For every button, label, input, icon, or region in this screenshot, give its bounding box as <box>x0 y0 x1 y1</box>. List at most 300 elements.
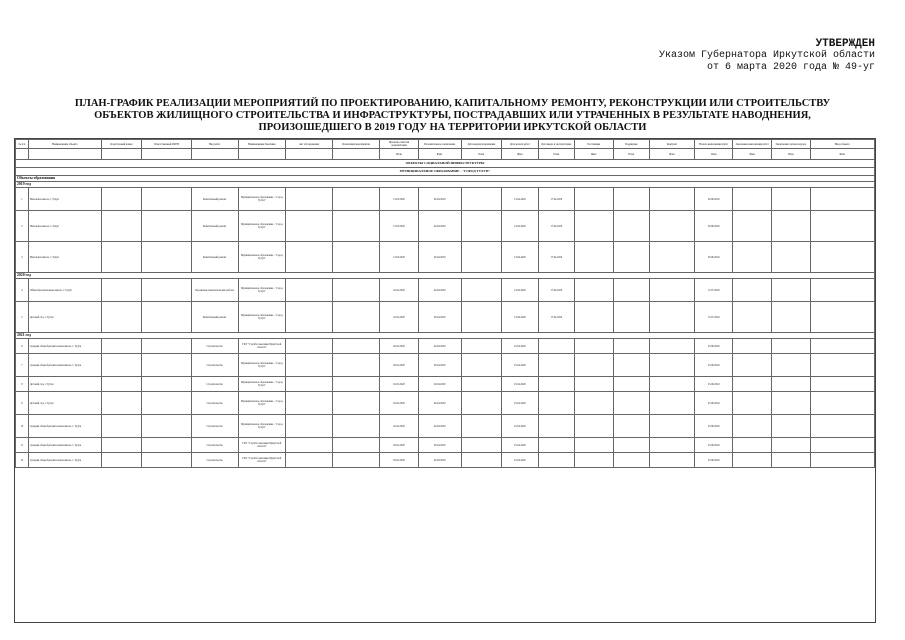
empty-cell <box>142 339 191 354</box>
date-cell: 01.02.2020 <box>380 377 419 392</box>
empty-cell <box>613 242 649 273</box>
date-cell: 13.04.2020 <box>502 242 538 273</box>
empty-cell <box>575 211 614 242</box>
date-cell: 13.03.2020 <box>380 188 419 211</box>
date-cell: 20.04.2020 <box>418 438 461 453</box>
header-cell: Дата начала работ <box>502 140 538 149</box>
row-number: 4 <box>16 279 29 302</box>
empty-cell <box>575 354 614 377</box>
subheader-cell: План <box>694 149 733 160</box>
empty-cell <box>461 302 502 333</box>
table-row <box>16 339 875 354</box>
date-cell: 25.04.2020 <box>502 377 538 392</box>
empty-cell <box>733 453 772 468</box>
header-cell: Ответственный ИОГВ <box>142 140 191 149</box>
empty-cell <box>772 392 811 415</box>
empty-cell <box>333 453 380 468</box>
empty-cell <box>285 302 332 333</box>
empty-cell <box>575 438 614 453</box>
empty-cell <box>461 415 502 438</box>
subheader-cell: Факт <box>733 149 772 160</box>
empty-cell <box>101 279 142 302</box>
work-kind: Капитальный ремонт <box>191 188 238 211</box>
empty-cell <box>461 438 502 453</box>
empty-cell <box>772 302 811 333</box>
empty-cell <box>613 392 649 415</box>
empty-cell <box>142 377 191 392</box>
subheader-cell: План <box>380 149 419 160</box>
empty-cell <box>285 453 332 468</box>
object-name: Средняя общеобразовательная школа, г. Тулун <box>28 438 101 453</box>
empty-cell <box>333 211 380 242</box>
empty-cell <box>333 354 380 377</box>
empty-cell <box>733 377 772 392</box>
empty-cell <box>733 339 772 354</box>
empty-cell <box>810 415 874 438</box>
empty-cell <box>575 377 614 392</box>
empty-cell <box>285 339 332 354</box>
empty-cell <box>461 279 502 302</box>
empty-cell <box>101 453 142 468</box>
empty-cell <box>285 438 332 453</box>
date-cell: 02.02.2020 <box>380 339 419 354</box>
empty-cell <box>101 188 142 211</box>
empty-cell <box>649 339 694 354</box>
empty-cell <box>285 242 332 273</box>
empty-cell <box>142 438 191 453</box>
empty-cell <box>810 279 874 302</box>
date-cell: 20.04.2020 <box>418 339 461 354</box>
object-name: Начальная школа, г. Тулун <box>28 188 101 211</box>
date-cell <box>538 392 574 415</box>
empty-cell <box>101 339 142 354</box>
approval-line-2: Указом Губернатора Иркутской области <box>658 50 875 61</box>
year-title: 2021 год <box>16 333 875 339</box>
empty-cell <box>142 302 191 333</box>
header-cell: Поставщик <box>575 140 614 149</box>
date-cell: 13.04.2020 <box>502 211 538 242</box>
empty-cell <box>142 188 191 211</box>
date-cell: 30.06.2020 <box>694 242 733 273</box>
empty-cell <box>649 354 694 377</box>
customer-name: ГКУ "Служба заказчика Иркутской области" <box>238 339 285 354</box>
empty-cell <box>649 453 694 468</box>
header-cell: Вид работ <box>191 140 238 149</box>
date-cell: 13.04.2020 <box>502 279 538 302</box>
empty-cell <box>333 377 380 392</box>
date-cell <box>538 339 574 354</box>
empty-cell <box>649 211 694 242</box>
empty-cell <box>772 354 811 377</box>
empty-cell <box>733 438 772 453</box>
customer-name: Муниципальное образование - "город Тулун" <box>238 279 285 302</box>
empty-cell <box>613 188 649 211</box>
empty-cell <box>142 242 191 273</box>
work-kind: Капитальный ремонт <box>191 242 238 273</box>
customer-name: ГКУ "Служба заказчика Иркутской области" <box>238 453 285 468</box>
work-kind: Строительство <box>191 392 238 415</box>
date-cell: 17.04.2020 <box>538 279 574 302</box>
object-name: Средняя общеобразовательная школа, г. Тулун <box>28 354 101 377</box>
header-cell: Окончание выполнения работ <box>733 140 772 149</box>
empty-cell <box>733 242 772 273</box>
empty-cell <box>613 211 649 242</box>
row-number: 6 <box>16 339 29 354</box>
customer-name: Муниципальное образование - "город Тулун" <box>238 392 285 415</box>
empty-cell <box>142 453 191 468</box>
date-cell: 20.04.2020 <box>418 279 461 302</box>
empty-cell <box>285 377 332 392</box>
row-number: 3 <box>16 242 29 273</box>
row-number: 7 <box>16 354 29 377</box>
object-name: Средняя общеобразовательная школа, г. Тулун <box>28 339 101 354</box>
empty-cell <box>461 392 502 415</box>
date-cell: 20.04.2020 <box>418 242 461 273</box>
header-cell: № п/п <box>16 140 29 149</box>
row-number: 11 <box>16 438 29 453</box>
date-cell: 25.04.2020 <box>502 415 538 438</box>
date-cell: 25.06.2020 <box>694 354 733 377</box>
date-cell: 01.02.2020 <box>380 392 419 415</box>
empty-cell <box>772 279 811 302</box>
object-name: Детский сад, г. Тулун <box>28 302 101 333</box>
year-title: 2019 год <box>16 182 875 188</box>
approval-line-3: от 6 марта 2020 года № 49-уг <box>706 62 875 73</box>
header-cell: Реализация мероприятия <box>333 140 380 149</box>
subheader-cell: План <box>772 149 811 160</box>
row-number: 8 <box>16 377 29 392</box>
empty-cell <box>101 438 142 453</box>
empty-cell <box>649 377 694 392</box>
date-cell: 30.06.2020 <box>694 211 733 242</box>
object-name: Средняя общеобразовательная школа, г. Тулун <box>28 453 101 468</box>
empty-cell <box>461 339 502 354</box>
work-kind: Капитальный ремонт <box>191 211 238 242</box>
empty-cell <box>613 453 649 468</box>
table-row <box>16 354 875 377</box>
municipality-row <box>16 168 875 176</box>
empty-cell <box>810 453 874 468</box>
empty-cell <box>333 438 380 453</box>
table-row <box>16 438 875 453</box>
date-cell: 25.06.2020 <box>694 438 733 453</box>
header-cell: Заключение органа надзора <box>772 140 811 149</box>
customer-name: Муниципальное образование - "город Тулун" <box>238 211 285 242</box>
empty-cell <box>575 392 614 415</box>
empty-cell <box>575 302 614 333</box>
date-cell <box>538 438 574 453</box>
subheader-cell: Факт <box>810 149 874 160</box>
empty-cell <box>772 415 811 438</box>
empty-cell <box>575 453 614 468</box>
date-cell: 17.04.2020 <box>538 302 574 333</box>
empty-cell <box>101 354 142 377</box>
header-cell: Наименование объекта <box>28 140 101 149</box>
date-cell: 25.06.2020 <box>694 377 733 392</box>
date-cell: 13.04.2020 <box>502 302 538 333</box>
empty-cell <box>461 242 502 273</box>
municipality-title: МУНИЦИПАЛЬНОЕ ОБРАЗОВАНИЕ - "ГОРОД ТУЛУН" <box>16 168 875 176</box>
empty-cell <box>285 188 332 211</box>
work-kind: Строительство <box>191 339 238 354</box>
title-line-2: ОБЪЕКТОВ ЖИЛИЩНОГО СТРОИТЕЛЬСТВА И ИНФРАСТРУКТУРЫ, ПОСТРАДАВШИХ ИЛИ УТРАЧЕННЫХ В РЕЗУЛЬТАТЕ НАВОДНЕНИЯ, <box>94 110 811 121</box>
empty-cell <box>613 279 649 302</box>
empty-cell <box>613 339 649 354</box>
date-cell: 03.02.2020 <box>380 438 419 453</box>
subheader-cell: Факт <box>502 149 538 160</box>
date-cell <box>538 453 574 468</box>
customer-name: Муниципальное образование - "город Тулун" <box>238 242 285 273</box>
empty-cell <box>772 211 811 242</box>
empty-cell <box>772 188 811 211</box>
row-number: 12 <box>16 453 29 468</box>
empty-cell <box>649 242 694 273</box>
empty-cell <box>575 279 614 302</box>
subheader-cell: Факт <box>649 149 694 160</box>
header-cell: Кадастровый номер <box>101 140 142 149</box>
date-cell: 17.04.2020 <box>538 242 574 273</box>
date-cell: 10.02.2020 <box>380 302 419 333</box>
date-cell <box>538 354 574 377</box>
date-cell: 17.04.2020 <box>538 211 574 242</box>
date-cell: 20.04.2020 <box>418 211 461 242</box>
customer-name: Муниципальное образование - "город Тулун" <box>238 302 285 333</box>
empty-cell <box>733 188 772 211</box>
empty-cell <box>285 211 332 242</box>
work-kind: Капитальный ремонт <box>191 302 238 333</box>
subheader-cell: План <box>613 149 649 160</box>
empty-cell <box>649 302 694 333</box>
category-title: Объекты образования <box>16 176 875 182</box>
date-cell: 10.02.2020 <box>380 279 419 302</box>
table-row <box>16 279 875 302</box>
empty-cell <box>101 211 142 242</box>
row-number: 9 <box>16 392 29 415</box>
empty-cell <box>142 211 191 242</box>
date-cell: 15.07.2020 <box>694 302 733 333</box>
empty-cell <box>101 242 142 273</box>
subheader-cell: План <box>538 149 574 160</box>
header-cell: Дата ввода в эксплуатацию <box>538 140 574 149</box>
date-cell: 03.02.2020 <box>380 453 419 468</box>
empty-cell <box>810 211 874 242</box>
date-cell: 20.04.2020 <box>418 453 461 468</box>
empty-cell <box>733 302 772 333</box>
empty-cell <box>772 242 811 273</box>
date-cell: 02.02.2020 <box>380 354 419 377</box>
date-cell: 25.06.2020 <box>694 415 733 438</box>
empty-cell <box>613 377 649 392</box>
date-cell: 20.04.2020 <box>418 377 461 392</box>
table-row <box>16 453 875 468</box>
header-cell: Контракт <box>649 140 694 149</box>
empty-cell <box>333 339 380 354</box>
work-kind: Строительство <box>191 354 238 377</box>
object-name: Общеобразовательная школа, г. Тулун <box>28 279 101 302</box>
date-cell: 20.04.2020 <box>418 392 461 415</box>
row-number: 1 <box>16 188 29 211</box>
date-cell: 20.04.2020 <box>418 354 461 377</box>
date-cell: 25.06.2020 <box>694 453 733 468</box>
empty-cell <box>333 188 380 211</box>
empty-cell <box>733 211 772 242</box>
empty-cell <box>649 188 694 211</box>
date-cell: 20.04.2020 <box>418 415 461 438</box>
work-kind: Проектные изыскательские работы <box>191 279 238 302</box>
date-cell: 25.04.2020 <box>502 392 538 415</box>
empty-cell <box>333 415 380 438</box>
empty-cell <box>613 302 649 333</box>
date-cell: 13.03.2020 <box>380 211 419 242</box>
date-cell: 17.04.2020 <box>538 188 574 211</box>
document-title <box>55 98 850 134</box>
table-row <box>16 377 875 392</box>
empty-cell <box>772 339 811 354</box>
title-line-3: ПРОИЗОШЕДШЕГО В 2019 ГОДУ НА ТЕРРИТОРИИ ИРКУТСКОЙ ОБЛАСТИ <box>258 122 647 133</box>
empty-cell <box>142 354 191 377</box>
object-name: Средняя общеобразовательная школа, г. Тулун <box>28 415 101 438</box>
header-cell: Положительное заключение <box>418 140 461 149</box>
empty-cell <box>461 211 502 242</box>
header-cell: Подрядчик <box>613 140 649 149</box>
object-name: Детский сад, г. Тулун <box>28 377 101 392</box>
date-cell: 20.04.2020 <box>418 188 461 211</box>
table-row <box>16 211 875 242</box>
schedule-table <box>15 139 875 468</box>
table-row <box>16 188 875 211</box>
empty-cell <box>461 188 502 211</box>
date-cell: 30.06.2020 <box>694 188 733 211</box>
header-cell: Ввод объекта <box>810 140 874 149</box>
work-kind: Строительство <box>191 415 238 438</box>
header-cell: Начало выполнения работ <box>694 140 733 149</box>
empty-cell <box>461 453 502 468</box>
customer-name: Муниципальное образование - "город Тулун" <box>238 188 285 211</box>
empty-cell <box>142 415 191 438</box>
empty-cell <box>613 438 649 453</box>
empty-cell <box>285 415 332 438</box>
empty-cell <box>810 354 874 377</box>
empty-cell <box>810 339 874 354</box>
empty-cell <box>772 377 811 392</box>
schedule-table-sheet <box>14 138 876 623</box>
empty-cell <box>613 354 649 377</box>
empty-cell <box>649 438 694 453</box>
empty-cell <box>461 377 502 392</box>
date-cell: 01.02.2020 <box>380 415 419 438</box>
year-title: 2020 год <box>16 273 875 279</box>
customer-name: ГКУ "Служба заказчика Иркутской области" <box>238 438 285 453</box>
row-number: 10 <box>16 415 29 438</box>
empty-cell <box>733 354 772 377</box>
empty-cell <box>733 279 772 302</box>
empty-cell <box>810 242 874 273</box>
work-kind: Строительство <box>191 453 238 468</box>
date-cell: 13.03.2020 <box>380 242 419 273</box>
empty-cell <box>101 415 142 438</box>
empty-cell <box>733 392 772 415</box>
table-row <box>16 392 875 415</box>
empty-cell <box>575 242 614 273</box>
empty-cell <box>575 415 614 438</box>
empty-cell <box>142 392 191 415</box>
date-cell: 13.04.2020 <box>502 188 538 211</box>
object-name: Начальная школа, г. Тулун <box>28 211 101 242</box>
header-cell: Проектно-сметная документация <box>380 140 419 149</box>
approval-stamp <box>659 38 875 74</box>
empty-cell <box>810 438 874 453</box>
empty-cell <box>101 392 142 415</box>
date-cell: 25.06.2020 <box>694 339 733 354</box>
date-cell <box>538 377 574 392</box>
section-row-social <box>16 160 875 168</box>
subheader-cell: Факт <box>575 149 614 160</box>
row-number: 2 <box>16 211 29 242</box>
customer-name: Муниципальное образование - "город Тулун" <box>238 377 285 392</box>
work-kind: Строительство <box>191 377 238 392</box>
empty-cell <box>333 279 380 302</box>
header-cell: Дата выдачи разрешения <box>461 140 502 149</box>
date-cell: 15.07.2020 <box>694 279 733 302</box>
date-cell: 20.04.2020 <box>418 302 461 333</box>
table-row <box>16 302 875 333</box>
work-kind: Строительство <box>191 438 238 453</box>
date-cell: 25.04.2020 <box>502 438 538 453</box>
table-row <box>16 415 875 438</box>
empty-cell <box>101 302 142 333</box>
customer-name: Муниципальное образование - "город Тулун" <box>238 354 285 377</box>
empty-cell <box>772 453 811 468</box>
empty-cell <box>613 415 649 438</box>
object-name: Начальная школа, г. Тулун <box>28 242 101 273</box>
empty-cell <box>285 354 332 377</box>
empty-cell <box>575 188 614 211</box>
empty-cell <box>142 279 191 302</box>
empty-cell <box>285 392 332 415</box>
section-title: ОБЪЕКТЫ СОЦИАЛЬНОЙ ИНФРАСТРУКТУРЫ <box>16 160 875 168</box>
empty-cell <box>733 415 772 438</box>
empty-cell <box>333 302 380 333</box>
empty-cell <box>649 279 694 302</box>
subheader-cell: Факт <box>418 149 461 160</box>
empty-cell <box>333 242 380 273</box>
empty-cell <box>810 188 874 211</box>
customer-name: Муниципальное образование - "город Тулун" <box>238 415 285 438</box>
date-cell: 25.04.2020 <box>502 453 538 468</box>
empty-cell <box>810 392 874 415</box>
header-cell: Наименование Заказчика <box>238 140 285 149</box>
header-cell: Акт обследования <box>285 140 332 149</box>
empty-cell <box>101 377 142 392</box>
empty-cell <box>649 415 694 438</box>
date-cell <box>538 415 574 438</box>
table-subheader-row <box>16 149 875 160</box>
subheader-cell: План <box>461 149 502 160</box>
empty-cell <box>810 377 874 392</box>
table-row <box>16 242 875 273</box>
table-header-row <box>16 140 875 149</box>
empty-cell <box>285 279 332 302</box>
object-name: Детский сад, г. Тулун <box>28 392 101 415</box>
date-cell: 25.04.2020 <box>502 339 538 354</box>
empty-cell <box>772 438 811 453</box>
empty-cell <box>461 354 502 377</box>
row-number: 5 <box>16 302 29 333</box>
date-cell: 25.06.2020 <box>694 392 733 415</box>
empty-cell <box>810 302 874 333</box>
empty-cell <box>333 392 380 415</box>
approval-line-1: УТВЕРЖДЕН <box>815 38 875 50</box>
